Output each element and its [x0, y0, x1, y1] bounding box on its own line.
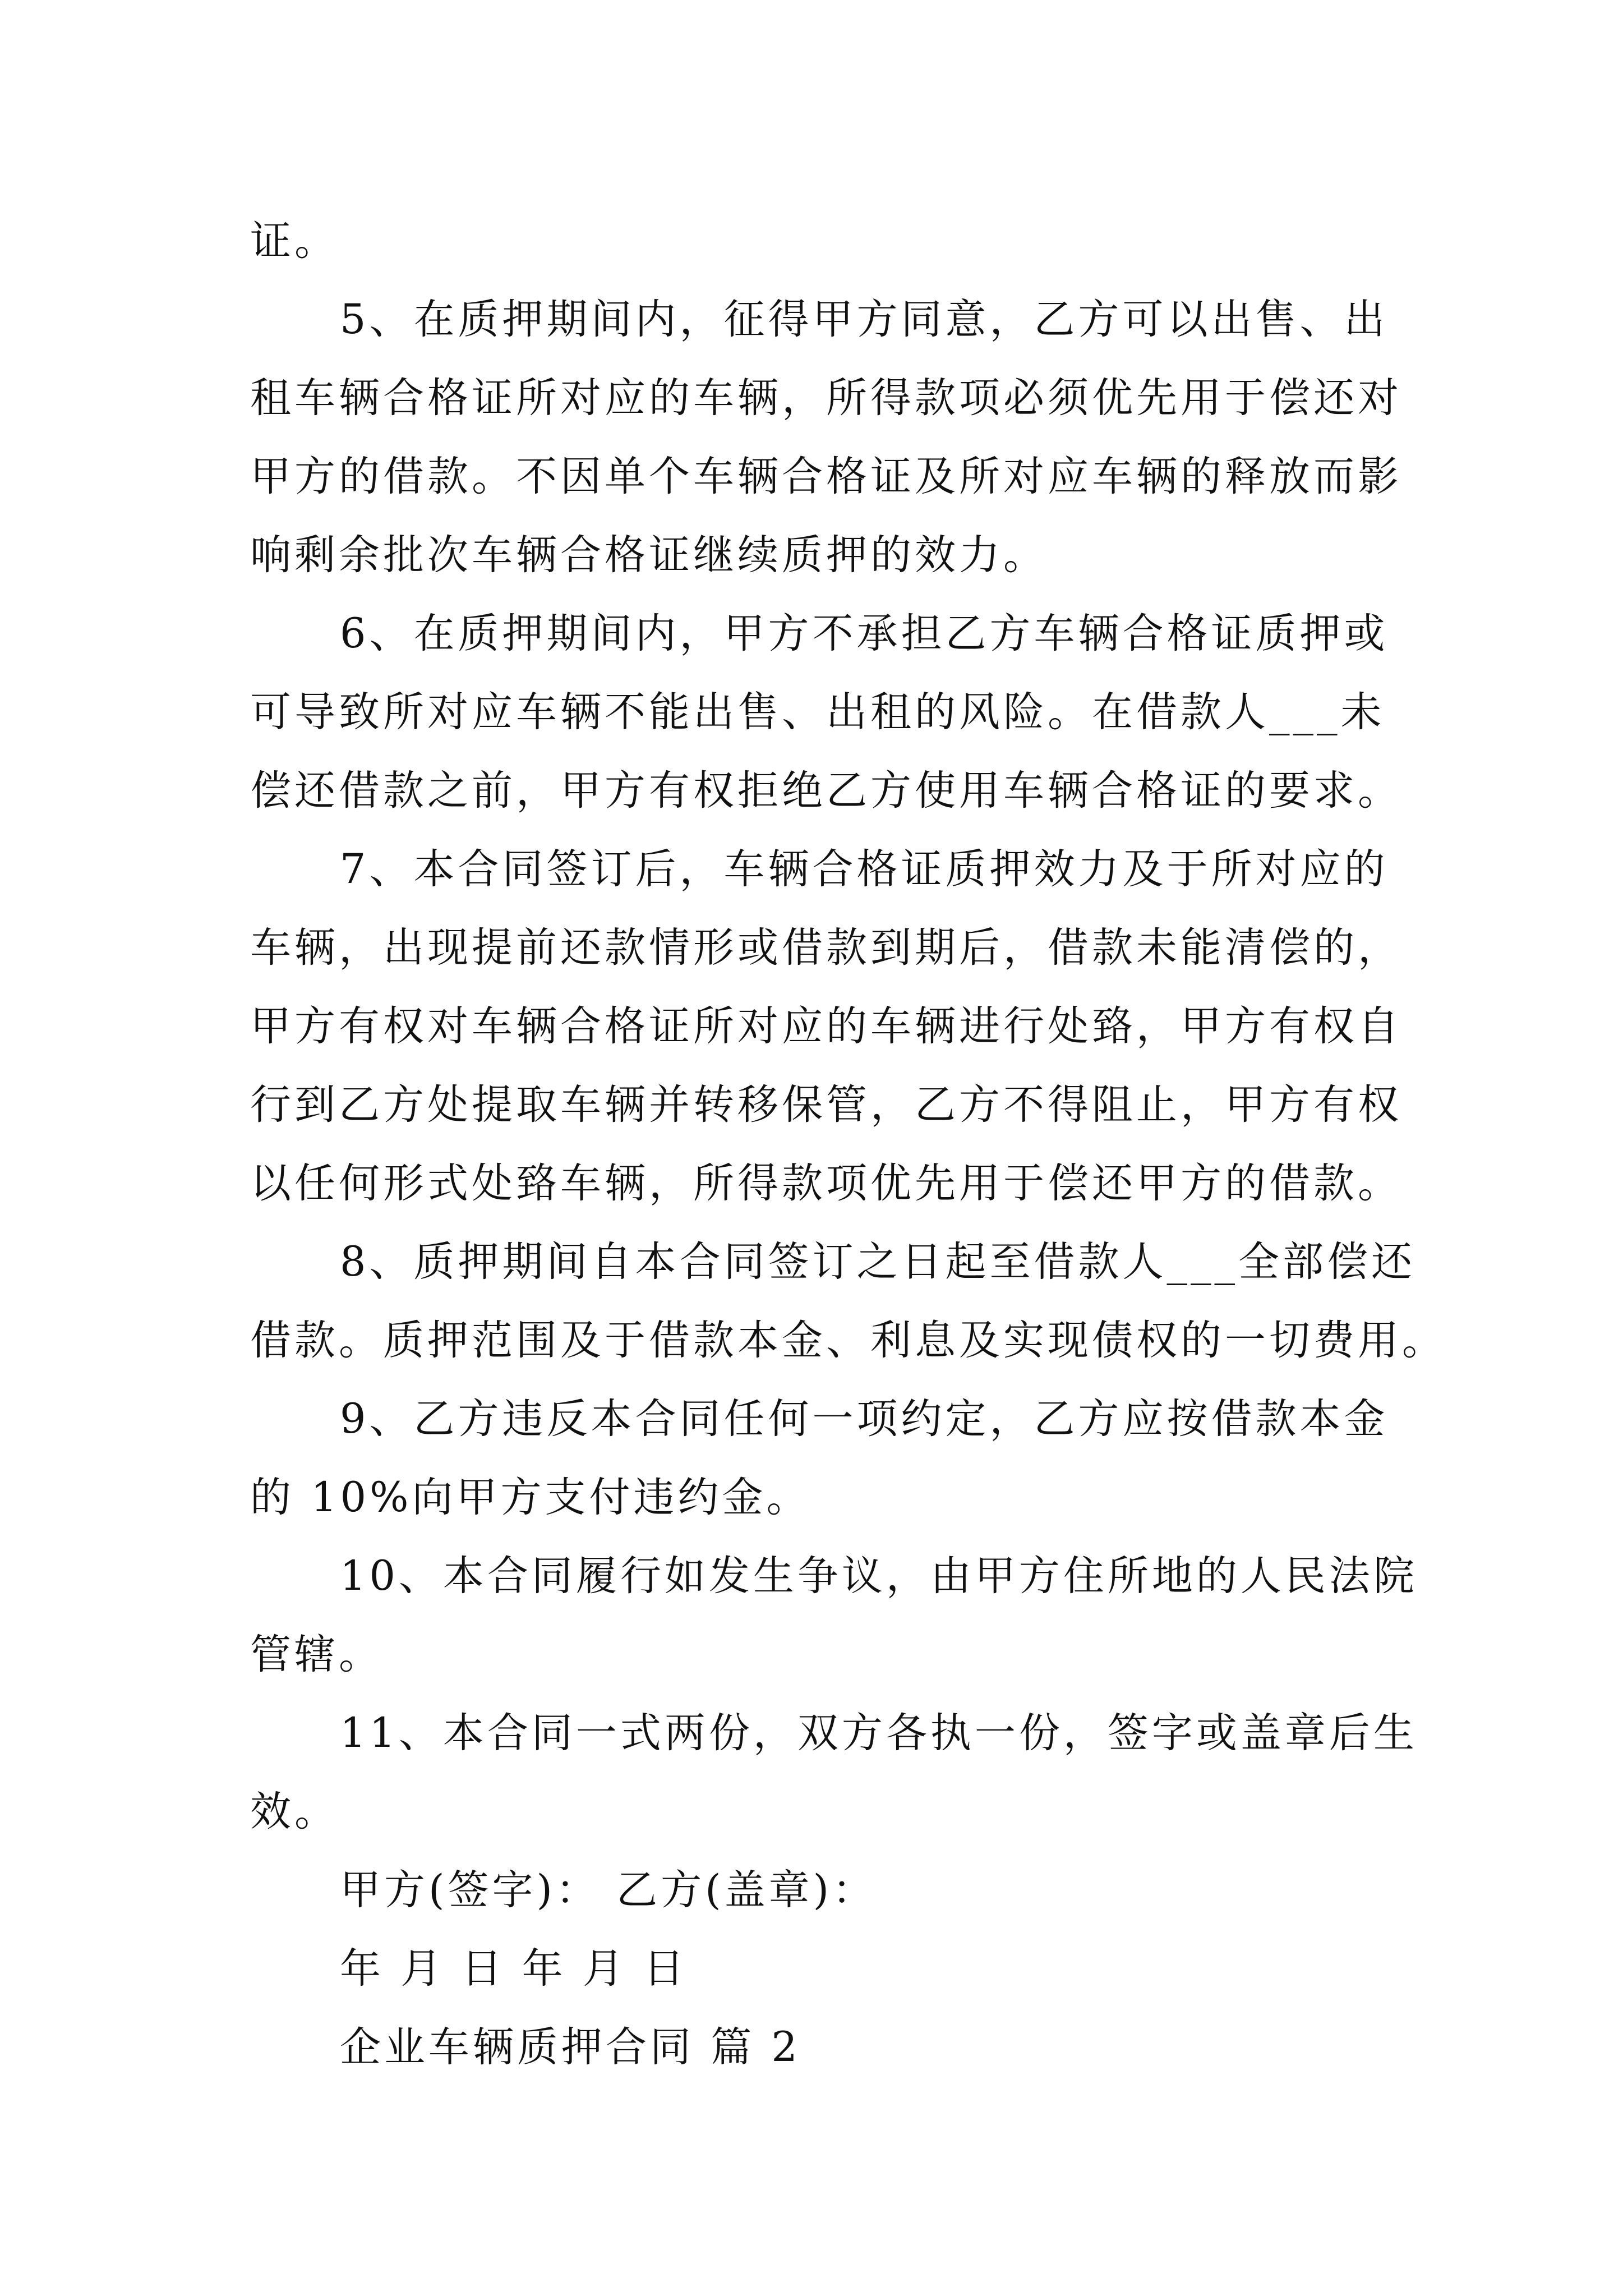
text-line: 租车辆合格证所对应的车辆，所得款项必须优先用于偿还对	[250, 374, 1402, 422]
section-heading: 企业车辆质押合同 篇 2	[340, 2023, 801, 2071]
text-line: 借款。质押范围及于借款本金、利息及实现债权的一切费用。	[250, 1317, 1446, 1364]
document-page	[250, 202, 1446, 2087]
clause-6-start: 6、在质押期间内，甲方不承担乙方车辆合格证质押或	[340, 610, 1389, 657]
text-line: 响剩余批次车辆合格证继续质押的效力。	[250, 531, 1048, 579]
text-line: 以任何形式处臵车辆，所得款项优先用于偿还甲方的借款。	[250, 1159, 1402, 1207]
text-line: 行到乙方处提取车辆并转移保管，乙方不得阻止，甲方有权	[250, 1081, 1402, 1129]
signature-line: 甲方(签字)： 乙方(盖章)：	[340, 1866, 877, 1914]
clause-10-start: 10、本合同履行如发生争议，由甲方住所地的人民法院	[340, 1552, 1418, 1600]
clause-11-start: 11、本合同一式两份，双方各执一份，签字或盖章后生	[340, 1709, 1418, 1757]
date-line: 年 月 日 年 月 日	[340, 1945, 688, 1993]
clause-8-start: 8、质押期间自本合同签订之日起至借款人___全部偿还	[340, 1238, 1415, 1286]
text-line: 的 10%向甲方支付违约金。	[250, 1474, 811, 1521]
clause-7-start: 7、本合同签订后，车辆合格证质押效力及于所对应的	[340, 845, 1389, 893]
clause-9-start: 9、乙方违反本合同任何一项约定，乙方应按借款本金	[340, 1395, 1389, 1443]
text-line: 偿还借款之前，甲方有权拒绝乙方使用车辆合格证的要求。	[250, 767, 1402, 815]
text-line: 车辆，出现提前还款情形或借款到期后，借款未能清偿的，	[250, 924, 1402, 972]
text-line: 可导致所对应车辆不能出售、出租的风险。在借款人___未	[250, 688, 1385, 736]
text-line: 证。	[250, 217, 339, 265]
text-line: 效。	[250, 1788, 339, 1835]
text-line: 甲方的借款。不因单个车辆合格证及所对应车辆的释放而影	[250, 453, 1402, 500]
text-line: 甲方有权对车辆合格证所对应的车辆进行处臵，甲方有权自	[250, 1002, 1402, 1050]
clause-5-start: 5、在质押期间内，征得甲方同意，乙方可以出售、出	[340, 296, 1389, 343]
text-line: 管辖。	[250, 1631, 383, 1678]
